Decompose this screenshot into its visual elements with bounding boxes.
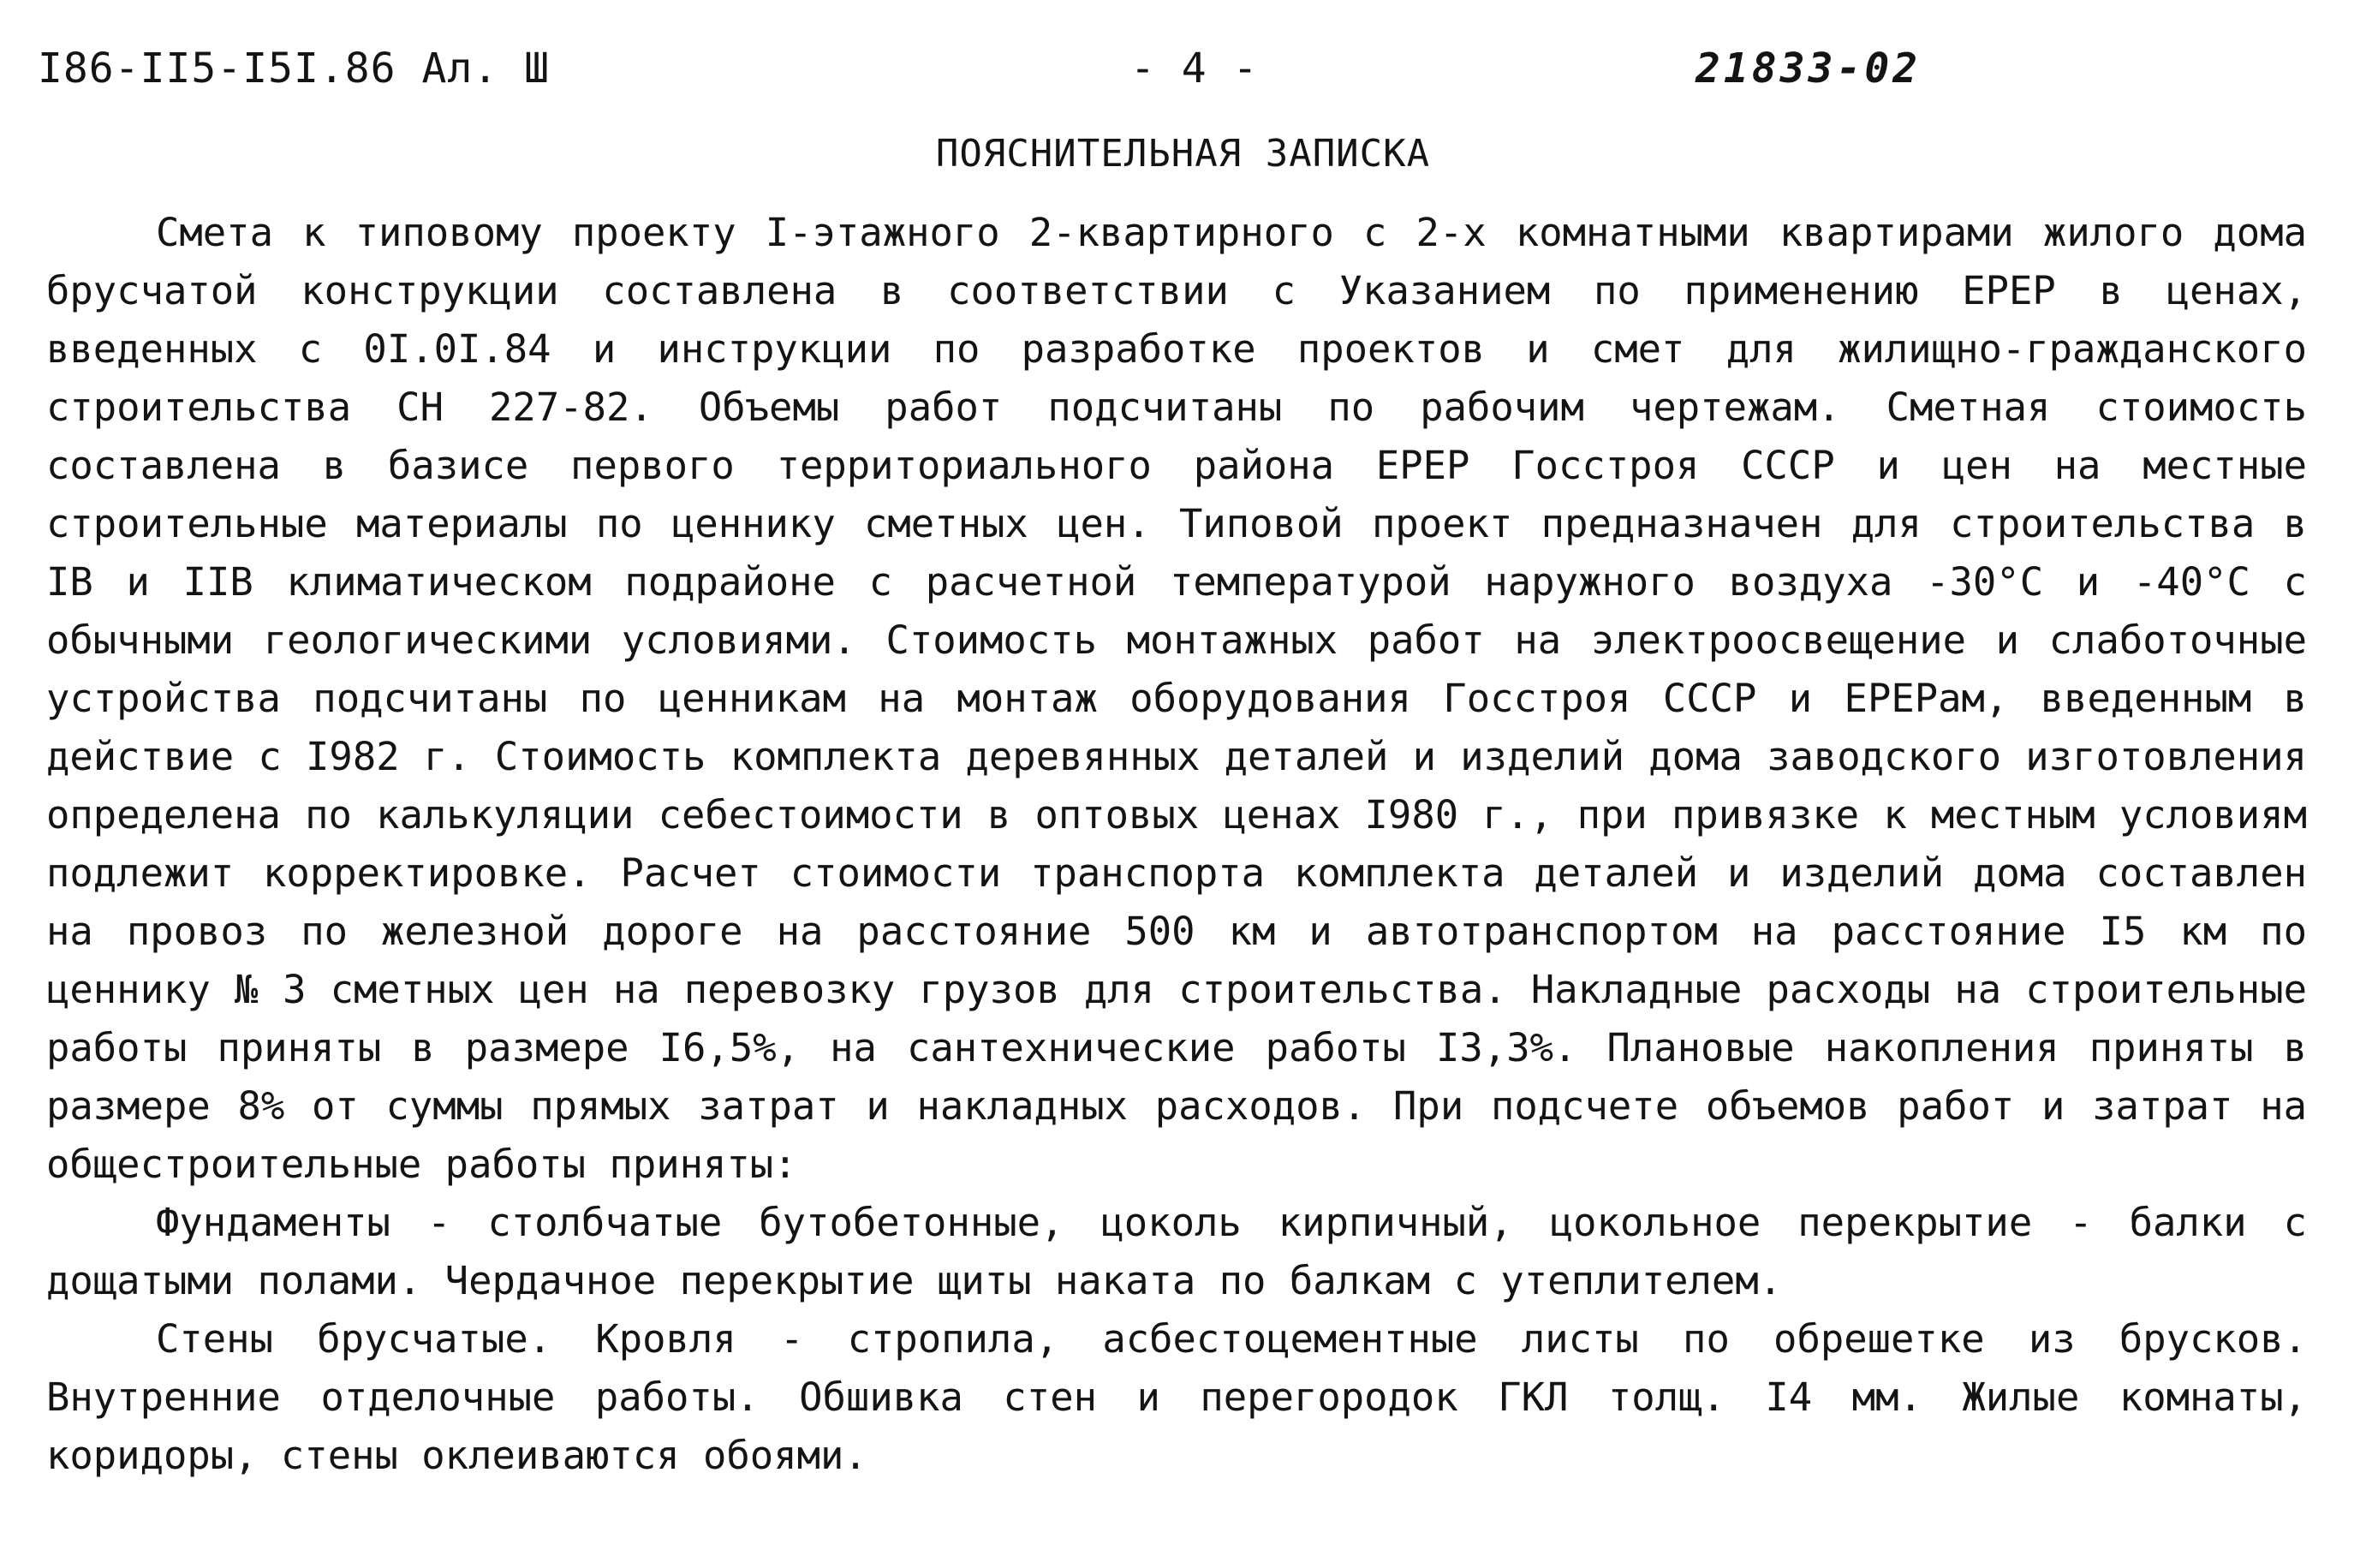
paragraph-foundations: Фундаменты - столбчатые бутобетонные, цоколь кирпичный, цокольное перекрытие - балки с дощатыми полами. Чердачное перекрытие щиты наката по балкам с утеплителем. — [46, 1200, 2307, 1303]
document-code: I86-II5-I5I.86 Ал. Ш — [38, 45, 550, 92]
sheet-number: 21833-02 — [1696, 45, 1922, 92]
document-body — [46, 204, 2307, 1485]
page-number: - 4 - — [1130, 45, 1259, 92]
page-title: ПОЯСНИТЕЛЬНАЯ ЗАПИСКА — [935, 132, 1431, 176]
paragraph-main: Смета к типовому проекту I-этажного 2-квартирного с 2-х комнатными квартирами жилого дома брусчатой конструкции составлена в соответствии с Указанием по применению ЕРЕР в ценах, введенных с 0I.0I.84 и инструкции по разработке проектов и смет для жилищно-гражданского строительства СН 227-82. Объемы работ подсчитаны по рабочим чертежам. Сметная стоимость составлена в базисе первого территориального района ЕРЕР Госстроя СССР и цен на местные строительные материалы по ценнику сметных цен. Типовой проект предназначен для строительства в IВ и IIВ климатическом подрайоне с расчетной температурой наружного воздуха -30°С и -40°С с обычными геологическими условиями. Стоимость монтажных работ на электроосвещение и слаботочные устройства подсчитаны по ценникам на монтаж оборудования Госстроя СССР и ЕРЕРам, введенным в действие с I982 г. Стоимость комплекта деревянных деталей и изделий дома заводского изготовления определена по калькуляции себестоимости в оптовых ценах I980 г., при привязке к местным условиям подлежит корректировке. Расчет стоимости транспорта комплекта деталей и изделий дома составлен на провоз по железной дороге на расстояние 500 км и автотранспортом на расстояние I5 км по ценнику № 3 сметных цен на перевозку грузов для строительства. Накладные расходы на строительные работы приняты в размере I6,5%, на сантехнические работы I3,3%. Плановые накопления приняты в размере 8% от суммы прямых затрат и накладных расходов. При подсчете объемов работ и затрат на общестроительные работы приняты: — [46, 210, 2307, 1187]
paragraph-walls: Стены брусчатые. Кровля - стропила, асбестоцементные листы по обрешетке из брусков. Внутренние отделочные работы. Обшивка стен и перегородок ГКЛ толщ. I4 мм. Жилые комнаты, коридоры, стены оклеиваются обоями. — [46, 1316, 2307, 1478]
